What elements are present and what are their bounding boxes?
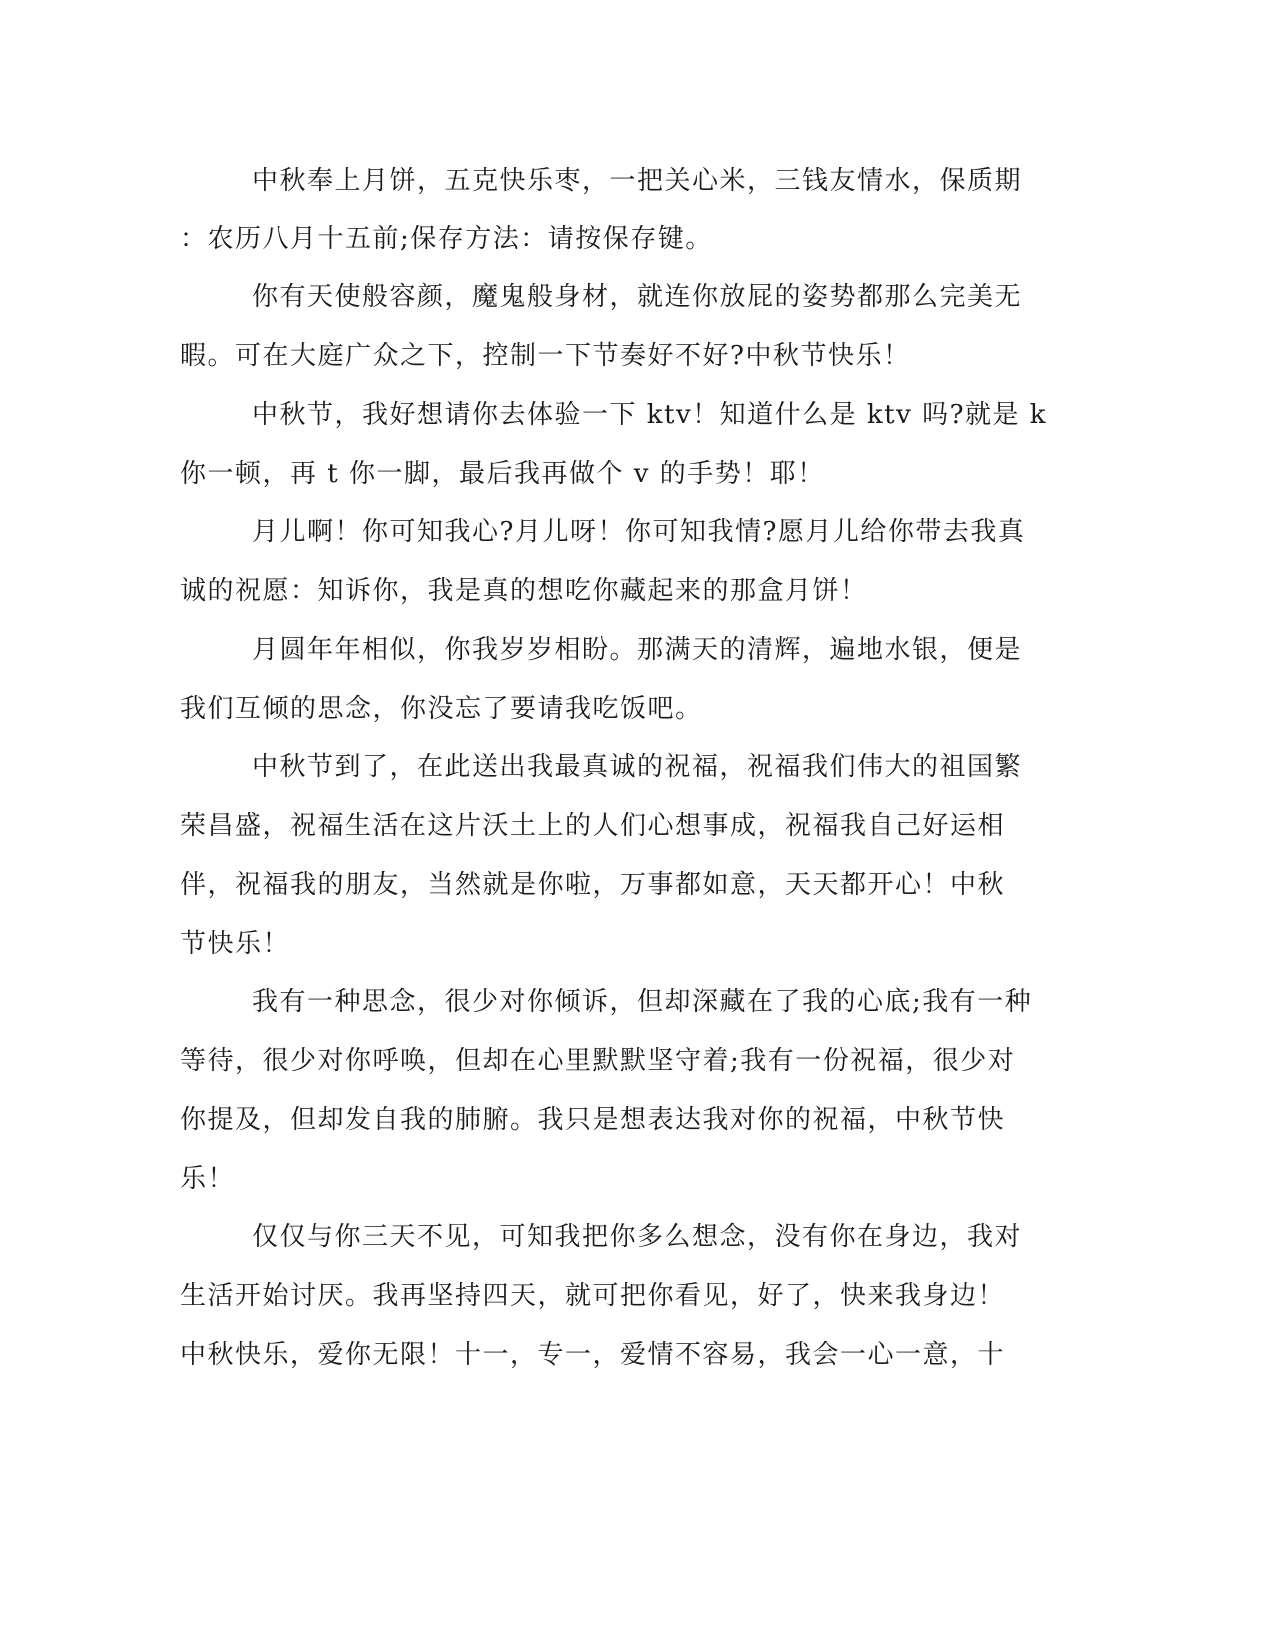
text-line: 荣昌盛，祝福生活在这片沃土上的人们心想事成，祝福我自己好运相 [180, 811, 1006, 841]
text-line: 中秋节，我好想请你去体验一下 ktv！知道什么是 ktv 吗?就是 k [252, 400, 1048, 430]
text-line: 你有天使般容颜，魔鬼般身材，就连你放屁的姿势都那么完美无 [252, 282, 1023, 312]
text-line: 中秋节到了，在此送出我最真诚的祝福，祝福我们伟大的祖国繁 [252, 752, 1023, 782]
text-line: 我们互倾的思念，你没忘了要请我吃饭吧。 [180, 694, 703, 724]
text-line: 我有一种思念，很少对你倾诉，但却深藏在了我的心底;我有一种 [252, 987, 1033, 1017]
text-line: 仅仅与你三天不见，可知我把你多么想念，没有你在身边，我对 [252, 1222, 1023, 1252]
text-line: 节快乐！ [180, 929, 291, 959]
text-line: 中秋快乐，爱你无限！十一，专一，爱情不容易，我会一心一意，十 [180, 1340, 1006, 1370]
text-line: 乐！ [180, 1164, 236, 1194]
text-line: ：农历八月十五前;保存方法：请按保存键。 [180, 224, 713, 254]
text-line: 中秋奉上月饼，五克快乐枣，一把关心米，三钱友情水，保质期 [252, 166, 1023, 196]
text-line: 伴，祝福我的朋友，当然就是你啦，万事都如意，天天都开心！中秋 [180, 870, 1006, 900]
text-line: 诚的祝愿：知诉你，我是真的想吃你藏起来的那盒月饼！ [180, 576, 868, 606]
text-line: 暇。可在大庭广众之下，控制一下节奏好不好?中秋节快乐！ [180, 341, 911, 371]
text-line: 月圆年年相似，你我岁岁相盼。那满天的清辉，遍地水银，便是 [252, 635, 1023, 665]
text-line: 你提及，但却发自我的肺腑。我只是想表达我对你的祝福，中秋节快 [180, 1105, 1006, 1135]
text-line: 你一顿，再 t 你一脚，最后我再做个 v 的手势！耶！ [180, 459, 825, 489]
text-line: 生活开始讨厌。我再坚持四天，就可把你看见，好了，快来我身边！ [180, 1281, 1006, 1311]
text-line: 等待，很少对你呼唤，但却在心里默默坚守着;我有一份祝福，很少对 [180, 1046, 1016, 1076]
text-line: 月儿啊！你可知我心?月儿呀！你可知我情?愿月儿给你带去我真 [252, 517, 1026, 547]
